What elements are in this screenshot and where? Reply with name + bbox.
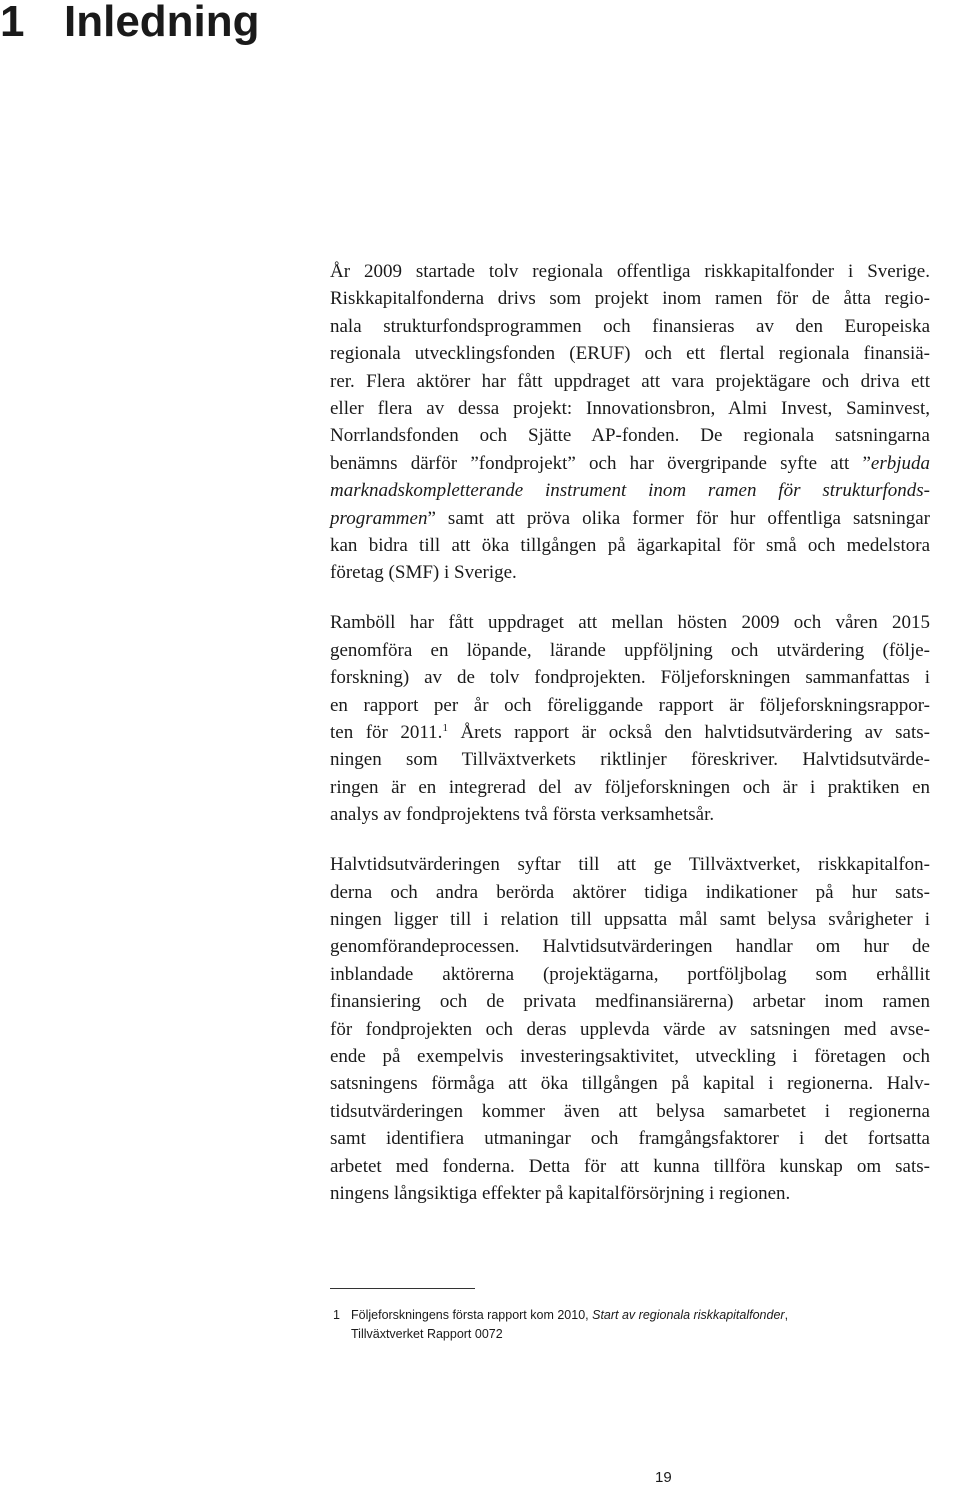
text-segment: Tillväxtverket Rapport 0072: [351, 1327, 503, 1341]
text-segment: Halvtidsutvärderingen syftar till att ge Tillväxtverket, riskkapitalfon-: [330, 854, 930, 876]
text-segment: ningen ligger till i relation till uppsatta mål samt belysa svårigheter i: [330, 908, 930, 930]
text-line: [330, 285, 930, 312]
text-line: [330, 719, 930, 746]
text-segment: benämns därför ”fondprojekt” och har övergripande syfte att ”: [330, 452, 871, 474]
text-segment: Ramböll har fått uppdraget att mellan hösten 2009 och våren 2015: [330, 612, 930, 634]
chapter-heading: [0, 0, 260, 50]
text-segment: eller flera av dessa projekt: Innovationsbron, Almi Invest, Saminvest,: [330, 398, 930, 420]
text-segment: för fondprojekten och deras upplevda värde av satsningen med avse-: [330, 1018, 930, 1040]
italic-text: marknadskompletterande instrument inom ramen för strukturfonds-: [330, 480, 930, 502]
footnote: [333, 1306, 933, 1344]
text-line: [330, 395, 930, 422]
footnote-number: 1: [333, 1308, 340, 1322]
text-line: [330, 340, 930, 367]
text-segment: ende på exempelvis investeringsaktivitet, utveckling i företagen och: [330, 1045, 930, 1067]
text-segment: Följeforskningens första rapport kom 2010,: [351, 1308, 593, 1322]
paragraph: [330, 258, 930, 587]
text-line: [330, 637, 930, 664]
footnote-text: [351, 1306, 933, 1344]
body-text: [330, 258, 930, 1230]
text-segment: ten för 2011.: [330, 722, 443, 743]
italic-text: erbjuda: [870, 452, 930, 474]
text-segment: företag (SMF) i Sverige.: [330, 562, 517, 584]
text-segment: inblandade aktörerna (projektägarna, portföljbolag som erhållit: [330, 963, 930, 985]
text-line: [330, 1125, 930, 1152]
text-line: [330, 879, 930, 906]
text-line: [330, 801, 930, 828]
text-segment: genomförandeprocessen. Halvtidsutvärderingen handlar om hur de: [330, 936, 930, 958]
text-segment: Årets rapport är också den halvtidsutvärdering av sats-: [447, 722, 930, 743]
text-segment: kan bidra till att öka tillgången på ägarkapital för små och medelstora: [330, 535, 930, 557]
text-line: [330, 1153, 930, 1180]
text-line: [351, 1325, 933, 1344]
text-line: [330, 692, 930, 719]
text-line: [330, 961, 930, 988]
text-line: [330, 477, 930, 504]
text-segment: ” samt att pröva olika former för hur offentliga satsningar: [427, 507, 930, 529]
text-line: [330, 746, 930, 773]
text-segment: rer. Flera aktörer har fått uppdraget att vara projektägare och driva ett: [330, 370, 930, 392]
text-segment: finansiering och de privata medfinansiärerna) arbetar inom ramen: [330, 991, 930, 1013]
footnote-divider: [330, 1288, 475, 1289]
text-line: [330, 1043, 930, 1070]
chapter-number: 1: [0, 0, 25, 46]
footnote-reference: 1: [442, 722, 448, 734]
chapter-title: Inledning: [64, 0, 260, 46]
italic-text: programmen: [330, 507, 428, 529]
text-segment: År 2009 startade tolv regionala offentliga riskkapitalfonder i Sverige.: [330, 261, 930, 282]
text-line: [330, 368, 930, 395]
text-line: [330, 774, 930, 801]
text-segment: ningens långsiktiga effekter på kapitalförsörjning i regionen.: [330, 1183, 791, 1204]
text-segment: ningen som Tillväxtverkets riktlinjer föreskriver. Halvtidsutvärde-: [330, 749, 930, 771]
text-line: [330, 505, 930, 532]
text-line: [330, 1070, 930, 1097]
text-line: [330, 1016, 930, 1043]
text-line: [351, 1306, 933, 1325]
text-segment: Norrlandsfonden och Sjätte AP-fonden. De regionala satsningarna: [330, 425, 930, 447]
text-line: [330, 664, 930, 691]
text-segment: analys av fondprojektens två första verksamhetsår.: [330, 804, 715, 826]
text-line: [330, 988, 930, 1015]
text-segment: samt identifiera utmaningar och framgångsfaktorer i det fortsatta: [330, 1128, 930, 1150]
text-segment: nala strukturfondsprogrammen och finansieras av den Europeiska: [330, 315, 930, 337]
text-segment: satsningens förmåga att öka tillgången på kapital i regionerna. Halv-: [330, 1073, 930, 1095]
text-segment: Riskkapitalfonderna drivs som projekt inom ramen för de åtta regio-: [330, 288, 930, 310]
text-segment: arbetet med fonderna. Detta för att kunna tillföra kunskap om sats-: [330, 1155, 930, 1177]
text-line: [330, 559, 930, 586]
text-line: [330, 609, 930, 636]
paragraph: [330, 851, 930, 1207]
text-line: [330, 450, 930, 477]
italic-text: Start av regionala riskkapitalfonder: [592, 1308, 785, 1322]
text-line: [330, 933, 930, 960]
text-segment: tidsutvärderingen kommer även att belysa samarbetet i regionerna: [330, 1100, 930, 1122]
text-line: [330, 258, 930, 285]
text-segment: regionala utvecklingsfonden (ERUF) och ett flertal regionala finansiä-: [330, 343, 930, 365]
text-segment: ,: [784, 1308, 789, 1322]
text-line: [330, 851, 930, 878]
text-segment: genomföra en löpande, lärande uppföljning och utvärdering (följe-: [330, 639, 930, 661]
text-line: [330, 532, 930, 559]
text-line: [330, 422, 930, 449]
text-segment: derna och andra berörda aktörer tidiga indikationer på hur sats-: [330, 881, 930, 903]
text-segment: forskning) av de tolv fondprojekten. Följeforskningen sammanfattas i: [330, 667, 930, 689]
paragraph: [330, 609, 930, 828]
text-line: [330, 313, 930, 340]
text-line: [330, 1098, 930, 1125]
text-line: [330, 1180, 930, 1207]
text-line: [330, 906, 930, 933]
page-number: 19: [655, 1469, 672, 1486]
text-segment: en rapport per år och föreliggande rapport är följeforskningsrappor-: [330, 694, 930, 716]
text-segment: ringen är en integrerad del av följeforskningen och är i praktiken en: [330, 776, 930, 798]
